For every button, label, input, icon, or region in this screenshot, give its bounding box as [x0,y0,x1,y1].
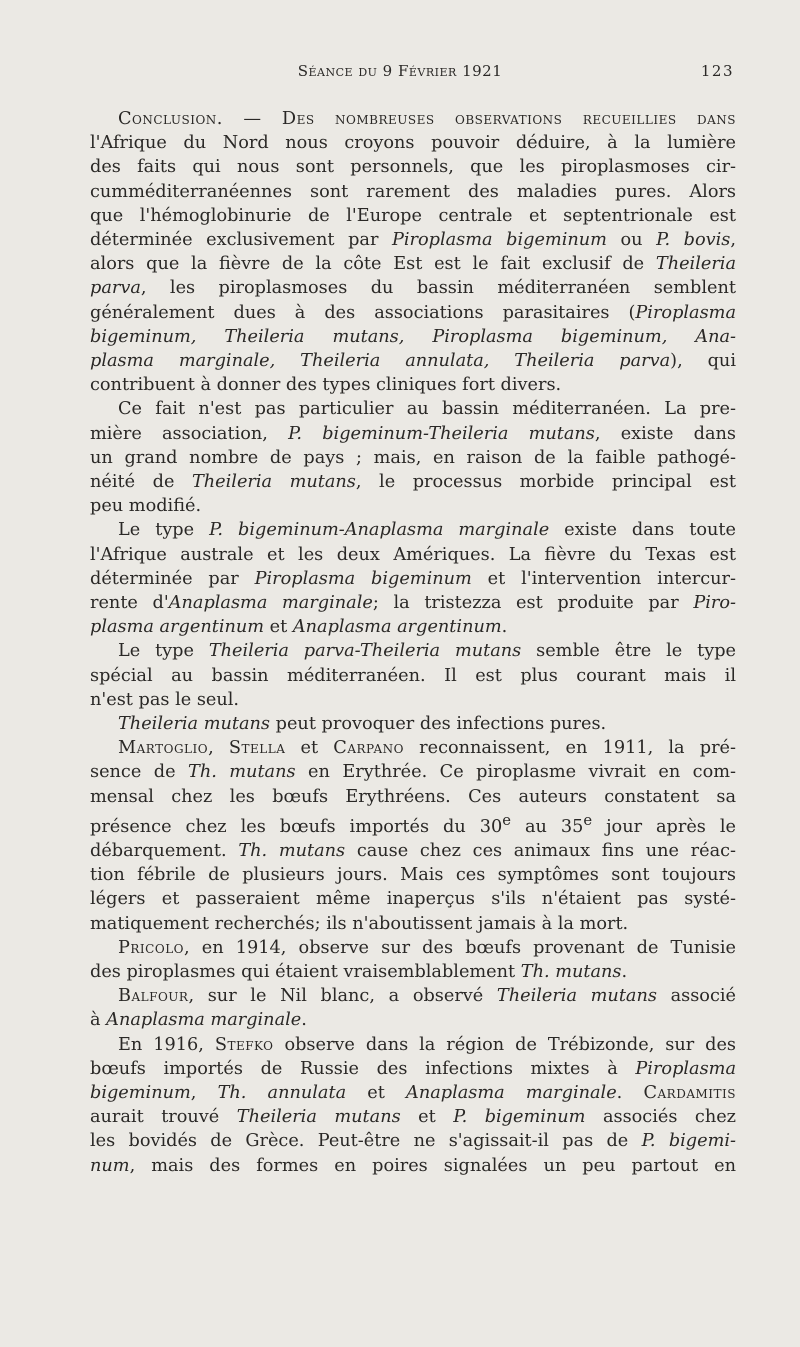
text-line: Ce fait n'est pas particulier au bassin méditerranéen. La pre- [118,399,736,420]
text-line: mière association, P. bigeminum-Theileria mutans, existe dans [90,423,736,444]
text-line: débarquement. Th. mutans cause chez ces animaux fins une réac- [90,840,737,861]
text-line: l'Afrique australe et les deux Amériques. La fièvre du Texas est [90,544,736,565]
text-line: Pricolo, en 1914, observe sur des bœufs provenant de Tunisie [118,937,736,958]
text-line: En 1916, Stefko observe dans la région de Trébizonde, sur des [118,1034,736,1055]
text-line: tion fébrile de plusieurs jours. Mais ces symptômes sont toujours [90,865,736,886]
text-line: légers et passeraient même inaperçus s'ils n'étaient pas systé- [90,889,736,910]
text-line: spécial au bassin méditerranéen. Il est plus courant mais il [90,665,736,686]
text-line: l'Afrique du Nord nous croyons pouvoir déduire, à la lumière [90,133,736,154]
text-line: Conclusion. — Des nombreuses observations recueillies dans [118,109,736,129]
text-line: alors que la fièvre de la côte Est est le fait exclusif de Theileria [90,254,736,275]
text-line: des faits qui nous sont personnels, que les piroplasmoses cir- [90,157,736,178]
text-line: n'est pas le seul. [90,689,240,710]
text-line: déterminée par Piroplasma bigeminum et l'intervention intercur- [90,568,736,589]
text-line: déterminée exclusivement par Piroplasma bigeminum ou P. bovis, [90,230,736,251]
page-number: 123 [700,62,734,80]
text-line: bœufs importés de Russie des infections mixtes à Piroplasma [90,1058,736,1079]
text-line: mensal chez les bœufs Erythréens. Ces auteurs constatent sa [90,786,736,807]
running-header [0,62,800,86]
text-line: que l'hémoglobinurie de l'Europe centrale et septentrionale est [90,205,736,226]
text-line: Theileria mutans peut provoquer des infections pures. [118,714,607,735]
text-line: contribuent à donner des types cliniques fort divers. [90,375,562,396]
text-line: sence de Th. mutans en Erythrée. Ce piroplasme vivrait en com- [90,762,736,783]
text-line: à Anaplasma marginale. [90,1010,307,1031]
text-line: plasma argentinum et Anaplasma argentinum. [90,617,508,638]
text-line: un grand nombre de pays ; mais, en raison de la faible pathogé- [90,447,736,468]
text-line: aurait trouvé Theileria mutans et P. bigeminum associés chez [90,1107,736,1128]
text-line: néité de Theileria mutans, le processus morbide principal est [90,472,736,493]
text-line: Le type Theileria parva-Theileria mutans semble être le type [118,641,736,662]
text-line: bigeminum, Th. annulata et Anaplasma marginale. Cardamitis [90,1083,736,1104]
text-line: bigeminum, Theileria mutans, Piroplasma bigeminum, Ana- [90,326,736,347]
text-line: parva, les piroplasmoses du bassin méditerranéen semblent [90,278,736,299]
text-line: présence chez les bœufs importés du 30e au 35e jour après le [90,811,736,837]
text-line: matiquement recherchés; ils n'aboutissent jamais à la mort. [90,913,629,934]
text-line: Balfour, sur le Nil blanc, a observé Theileria mutans associé [118,986,736,1007]
text-line: Martoglio, Stella et Carpano reconnaissent, en 1911, la pré- [118,738,736,759]
text-line: rente d'Anaplasma marginale; la tristezza est produite par Piro- [90,593,736,614]
text-line: des piroplasmes qui étaient vraisemblablement Th. mutans. [90,962,628,982]
text-line: peu modifié. [90,496,202,517]
text-line: plasma marginale, Theileria annulata, Theileria parva), qui [90,351,736,372]
header-title: Séance du 9 Février 1921 [297,62,503,80]
body-text [90,107,736,1178]
text-line: Le type P. bigeminum-Anaplasma marginale existe dans toute [118,520,736,541]
text-line: cumméditerranéennes sont rarement des maladies pures. Alors [90,181,736,202]
text-line: les bovidés de Grèce. Peut-être ne s'agissait-il pas de P. bigemi- [90,1131,736,1152]
text-line: num, mais des formes en poires signalées un peu partout en [90,1155,736,1176]
text-line: généralement dues à des associations parasitaires (Piroplasma [90,302,736,323]
